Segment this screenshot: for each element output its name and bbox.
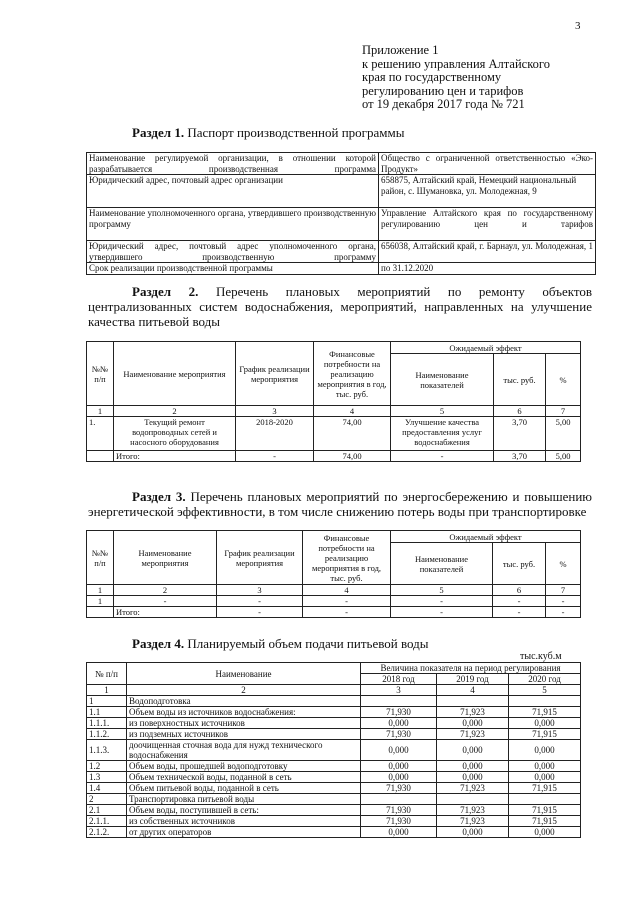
- col-number: 3: [217, 585, 303, 596]
- row-value-2020: 0,000: [509, 718, 581, 729]
- col-number: 7: [546, 585, 581, 596]
- header-thousand: тыс. руб.: [494, 354, 546, 406]
- cell-name: Текущий ремонт водопроводных сетей и насосного оборудования: [114, 417, 236, 451]
- header-finance: Финансовые потребности на реализацию мероприятия в год, тыс. руб.: [303, 531, 391, 585]
- row-value-2018: 0,000: [361, 718, 437, 729]
- row-num: 1.1.3.: [87, 740, 127, 761]
- appendix-header: [362, 44, 602, 112]
- repair-measures-table: [86, 341, 581, 462]
- row-value-2019: 71,923: [437, 783, 509, 794]
- col-number: 6: [494, 406, 546, 417]
- row-value-2020: 0,000: [509, 827, 581, 838]
- passport-value: по 31.12.2020: [379, 263, 596, 275]
- row-name: Объем воды, поступившей в сеть:: [127, 805, 361, 816]
- row-name: Объем воды из источников водоснабжения:: [127, 707, 361, 718]
- header-schedule: График реализации мероприятия: [236, 342, 314, 406]
- row-name: Объем питьевой воды, поданной в сеть: [127, 783, 361, 794]
- total-finance: -: [303, 607, 391, 618]
- row-name: Объем технической воды, поданной в сеть: [127, 772, 361, 783]
- table-row: [87, 531, 581, 543]
- section2-title: Перечень плановых мероприятий по ремонту объектов централизованных систем водоснабжения, мероприятий, направленных на улучшение качества питьевой воды: [88, 284, 593, 329]
- row-value-2018: 0,000: [361, 761, 437, 772]
- row-value-2020: 71,915: [509, 707, 581, 718]
- cell-thousand: -: [493, 596, 546, 607]
- table-row: [87, 707, 581, 718]
- row-name: Объем воды, прошедшей водоподготовку: [127, 761, 361, 772]
- unit-label: тыс.куб.м: [520, 651, 562, 662]
- col-number: 2: [114, 585, 217, 596]
- col-number: 1: [87, 685, 127, 696]
- row-value-2019: 71,923: [437, 805, 509, 816]
- cell-percent: 5,00: [546, 417, 581, 451]
- row-value-2020: 71,915: [509, 729, 581, 740]
- row-value-2020: 71,915: [509, 805, 581, 816]
- row-name: из подземных источников: [127, 729, 361, 740]
- cell-schedule: 2018-2020: [236, 417, 314, 451]
- row-num: 2.1.1.: [87, 816, 127, 827]
- cell-schedule: -: [217, 596, 303, 607]
- row-name: Водоподготовка: [127, 696, 361, 707]
- row-value-2019: 0,000: [437, 827, 509, 838]
- table-row: [87, 153, 596, 175]
- table-row: [87, 685, 581, 696]
- row-value-2018: 0,000: [361, 827, 437, 838]
- passport-value: Общество с ограниченной ответственностью «Эко-Продукт»: [379, 153, 596, 175]
- col-number: 4: [314, 406, 391, 417]
- header-effect: Ожидаемый эффект: [391, 531, 581, 543]
- col-number: 4: [303, 585, 391, 596]
- section1-heading: [132, 125, 404, 141]
- header-name: Наименование: [127, 663, 361, 685]
- table-row: [87, 241, 596, 263]
- table-row: [87, 696, 581, 707]
- row-num: 1.1.1.: [87, 718, 127, 729]
- row-value-2020: 0,000: [509, 740, 581, 761]
- row-num: 1.1.2.: [87, 729, 127, 740]
- cell-finance: 74,00: [314, 417, 391, 451]
- table-row: [87, 406, 581, 417]
- col-number: 2: [127, 685, 361, 696]
- col-number: 3: [236, 406, 314, 417]
- header-thousand: тыс. руб.: [493, 543, 546, 585]
- col-number: 5: [391, 406, 494, 417]
- table-row: [87, 816, 581, 827]
- appendix-line: регулированию цен и тарифов: [362, 83, 524, 98]
- total-schedule: -: [217, 607, 303, 618]
- page-number: 3: [575, 20, 581, 32]
- table-row: [87, 827, 581, 838]
- row-value-2019: 71,923: [437, 729, 509, 740]
- row-value-2018: 71,930: [361, 729, 437, 740]
- section3-heading: [88, 489, 592, 519]
- header-num: № п/п: [87, 663, 127, 685]
- header-year: 2020 год: [509, 674, 581, 685]
- header-name: Наименование мероприятия: [114, 531, 217, 585]
- col-number: 7: [546, 406, 581, 417]
- table-row: [87, 761, 581, 772]
- row-num: 1.4: [87, 783, 127, 794]
- col-number: 3: [361, 685, 437, 696]
- row-num: 1.3: [87, 772, 127, 783]
- volume-rows: [87, 696, 581, 838]
- passport-table: [86, 152, 596, 275]
- total-indicator: -: [391, 607, 493, 618]
- table-row: [87, 740, 581, 761]
- table-row: [87, 263, 596, 275]
- header-percent: %: [546, 543, 581, 585]
- passport-name: Срок реализации производственной программы: [87, 263, 379, 275]
- col-number: 1: [87, 585, 114, 596]
- table-row: [87, 607, 581, 618]
- row-value-2018: [361, 794, 437, 805]
- row-value-2019: [437, 794, 509, 805]
- cell-percent: -: [546, 596, 581, 607]
- col-number: 5: [391, 585, 493, 596]
- appendix-line: к решению управления Алтайского: [362, 56, 550, 71]
- header-year: 2019 год: [437, 674, 509, 685]
- cell-empty: [87, 451, 114, 462]
- passport-name: Юридический адрес, почтовый адрес уполномоченного органа, утвердившего производственную программу: [87, 241, 379, 263]
- row-value-2019: [437, 696, 509, 707]
- row-value-2020: 71,915: [509, 816, 581, 827]
- energy-measures-table: [86, 530, 581, 618]
- row-value-2019: 0,000: [437, 772, 509, 783]
- header-name: Наименование мероприятия: [114, 342, 236, 406]
- header-period: Величина показателя на период регулирования: [361, 663, 581, 674]
- row-value-2020: 0,000: [509, 772, 581, 783]
- table-row: [87, 729, 581, 740]
- col-number: 6: [493, 585, 546, 596]
- cell-finance: -: [303, 596, 391, 607]
- header-schedule: График реализации мероприятия: [217, 531, 303, 585]
- section2-label: Раздел 2.: [132, 284, 199, 299]
- col-number: 2: [114, 406, 236, 417]
- appendix-line: края по государственному: [362, 70, 502, 84]
- col-number: 4: [437, 685, 509, 696]
- section3-title: Перечень плановых мероприятий по энергосбережению и повышению энергетической эффективности, в том числе снижению потерь воды при транспортировке: [88, 489, 592, 519]
- section2-heading: [88, 284, 592, 329]
- row-num: 1.1: [87, 707, 127, 718]
- cell-num: 1.: [87, 417, 114, 451]
- header-year: 2018 год: [361, 674, 437, 685]
- row-name: доочищенная сточная вода для нужд технического водоснабжения: [127, 740, 361, 761]
- table-row: [87, 772, 581, 783]
- header-effect: Ожидаемый эффект: [391, 342, 581, 354]
- passport-value: 656038, Алтайский край, г. Барнаул, ул. Молодежная, 1: [379, 241, 596, 263]
- table-row: [87, 585, 581, 596]
- col-number: 1: [87, 406, 114, 417]
- total-label: Итого:: [114, 451, 236, 462]
- row-value-2019: 0,000: [437, 740, 509, 761]
- total-percent: -: [546, 607, 581, 618]
- row-name: Транспортировка питьевой воды: [127, 794, 361, 805]
- row-value-2018: 71,930: [361, 816, 437, 827]
- passport-value: Управление Алтайского края по государственному регулированию цен и тарифов: [379, 208, 596, 241]
- table-row: [87, 417, 581, 451]
- cell-indicator: Улучшение качества предоставления услуг водоснабжения: [391, 417, 494, 451]
- total-percent: 5,00: [546, 451, 581, 462]
- table-row: [87, 596, 581, 607]
- row-value-2019: 71,923: [437, 816, 509, 827]
- header-finance: Финансовые потребности на реализацию мероприятия в год, тыс. руб.: [314, 342, 391, 406]
- cell-thousand: 3,70: [494, 417, 546, 451]
- table-row: [87, 805, 581, 816]
- table-row: [87, 718, 581, 729]
- total-schedule: -: [236, 451, 314, 462]
- section1-label: Раздел 1.: [132, 125, 185, 140]
- row-value-2018: 71,930: [361, 805, 437, 816]
- row-value-2019: 71,923: [437, 707, 509, 718]
- header-indicator: Наименование показателей: [391, 354, 494, 406]
- passport-name: Наименование регулируемой организации, в отношении которой разрабатывается производственная программа: [87, 153, 379, 175]
- row-value-2019: 0,000: [437, 718, 509, 729]
- row-value-2020: 71,915: [509, 783, 581, 794]
- row-value-2020: [509, 696, 581, 707]
- row-num: 2: [87, 794, 127, 805]
- row-value-2018: 0,000: [361, 740, 437, 761]
- passport-value: 658875, Алтайский край, Немецкий национальный район, с. Шумановка, ул. Молодежная, 9: [379, 175, 596, 208]
- table-row: [87, 208, 596, 241]
- row-num: 2.1: [87, 805, 127, 816]
- header-indicator: Наименование показателей: [391, 543, 493, 585]
- section4-title: Планируемый объем подачи питьевой воды: [187, 636, 429, 651]
- cell-indicator: -: [391, 596, 493, 607]
- header-percent: %: [546, 354, 581, 406]
- table-row: [87, 663, 581, 674]
- cell-num: 1: [87, 596, 114, 607]
- row-value-2018: [361, 696, 437, 707]
- header-num: №№ п/п: [87, 342, 114, 406]
- row-num: 1.2: [87, 761, 127, 772]
- table-row: [87, 451, 581, 462]
- row-value-2018: 0,000: [361, 772, 437, 783]
- section1-title: Паспорт производственной программы: [187, 125, 405, 140]
- row-value-2020: [509, 794, 581, 805]
- table-row: [87, 342, 581, 354]
- col-number: 5: [509, 685, 581, 696]
- total-thousand: 3,70: [494, 451, 546, 462]
- cell-empty: [87, 607, 114, 618]
- table-row: [87, 783, 581, 794]
- row-name: от других операторов: [127, 827, 361, 838]
- row-name: из собственных источников: [127, 816, 361, 827]
- appendix-line: от 19 декабря 2017 года № 721: [362, 97, 525, 111]
- row-value-2018: 71,930: [361, 783, 437, 794]
- row-num: 1: [87, 696, 127, 707]
- passport-name: Юридический адрес, почтовый адрес организации: [87, 175, 379, 208]
- total-finance: 74,00: [314, 451, 391, 462]
- table-row: [87, 175, 596, 208]
- header-num: №№ п/п: [87, 531, 114, 585]
- section4-heading: [132, 636, 429, 652]
- appendix-line: Приложение 1: [362, 43, 439, 57]
- row-num: 2.1.2.: [87, 827, 127, 838]
- total-thousand: -: [493, 607, 546, 618]
- row-name: из поверхностных источников: [127, 718, 361, 729]
- total-label: Итого:: [114, 607, 217, 618]
- total-indicator: -: [391, 451, 494, 462]
- table-row: [87, 794, 581, 805]
- row-value-2018: 71,930: [361, 707, 437, 718]
- row-value-2020: 0,000: [509, 761, 581, 772]
- passport-name: Наименование уполномоченного органа, утвердившего производственную программу: [87, 208, 379, 241]
- section4-label: Раздел 4.: [132, 636, 185, 651]
- cell-name: -: [114, 596, 217, 607]
- row-value-2019: 0,000: [437, 761, 509, 772]
- section3-label: Раздел 3.: [132, 489, 186, 504]
- water-volume-table: [86, 662, 581, 838]
